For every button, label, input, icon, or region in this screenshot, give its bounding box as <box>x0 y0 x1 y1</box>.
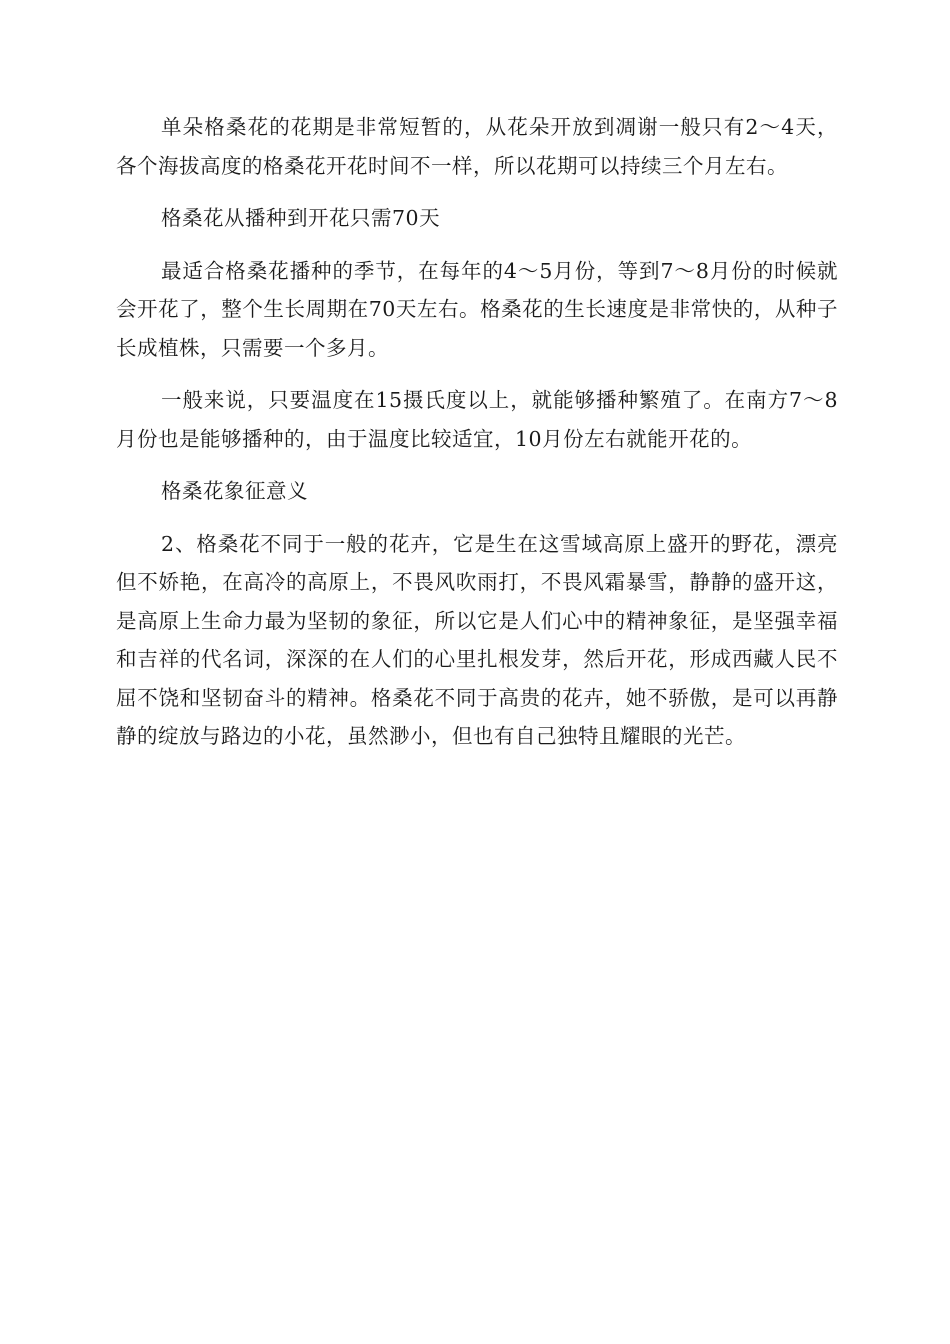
heading-symbolic-meaning: 格桑花象征意义 <box>161 479 308 503</box>
paragraph-sowing-season: 最适合格桑花播种的季节，在每年的4～5月份，等到7～8月份的时候就会开花了，整个生长周期在70天左右。格桑花的生长速度是非常快的，从种子长成植株，只需要一个多月。 <box>116 258 838 360</box>
paragraph-temperature: 一般来说，只要温度在15摄氏度以上，就能够播种繁殖了。在南方7～8月份也是能够播种的，由于温度比较适宜，10月份左右就能开花的。 <box>116 388 838 451</box>
paragraph-flowering-period: 单朵格桑花的花期是非常短暂的，从花朵开放到凋谢一般只有2～4天，各个海拔高度的格桑花开花时间不一样，所以花期可以持续三个月左右。 <box>116 115 838 178</box>
paragraph-symbolism: 2、格桑花不同于一般的花卉，它是生在这雪域高原上盛开的野花，漂亮但不娇艳，在高冷的高原上，不畏风吹雨打，不畏风霜暴雪，静静的盛开这，是高原上生命力最为坚韧的象征，所以它是人们心中的精神象征，是坚强幸福和吉祥的代名词，深深的在人们的心里扎根发芽，然后开花，形成西藏人民不屈不饶和坚韧奋斗的精神。格桑花不同于高贵的花卉，她不骄傲，是可以再静静的绽放与路边的小花，虽然渺小，但也有自己独特且耀眼的光芒。 <box>116 531 838 748</box>
heading-sowing-to-flowering: 格桑花从播种到开花只需70天 <box>161 206 441 230</box>
document-body <box>116 108 838 770</box>
